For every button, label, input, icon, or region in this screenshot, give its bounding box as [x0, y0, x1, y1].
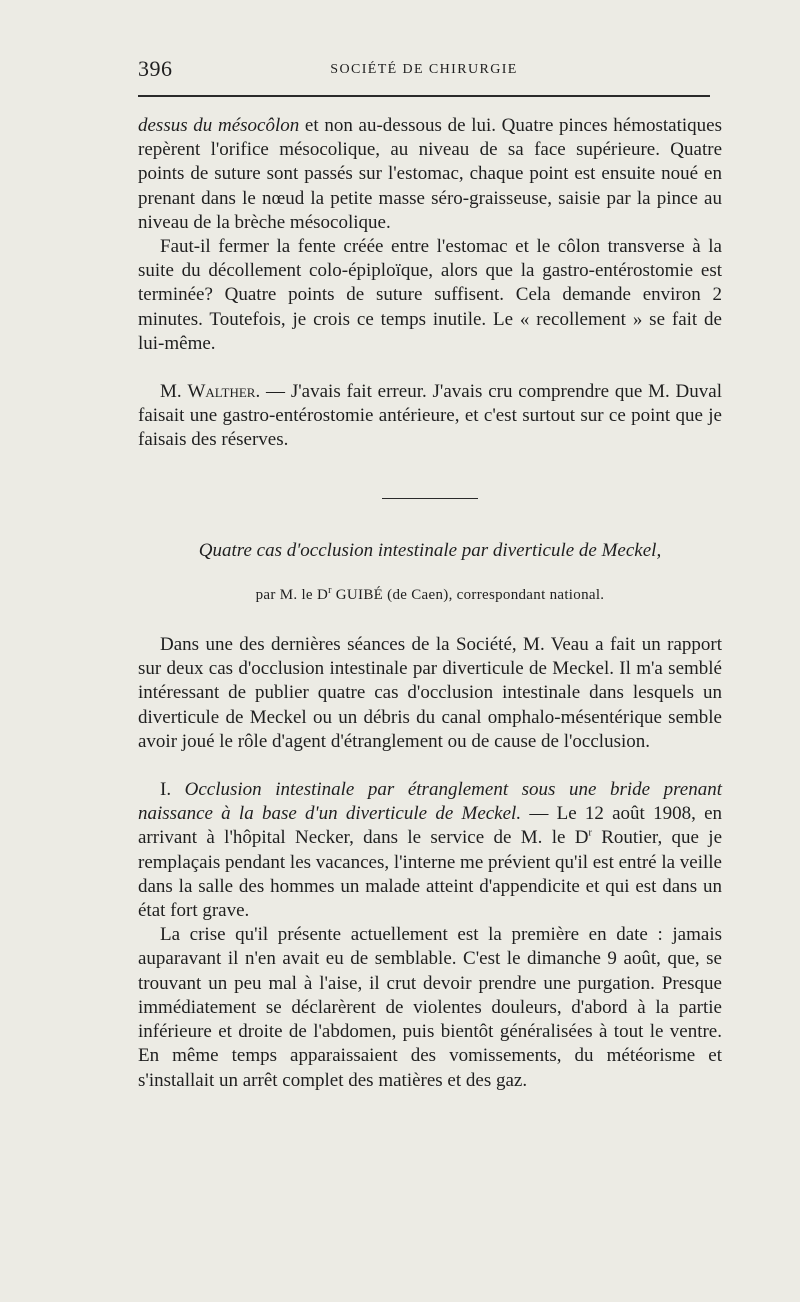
- page-header: [138, 56, 710, 86]
- intro-paragraph: Dans une des dernières séances de la Société, M. Veau a fait un rapport sur deux cas d'occlusion intestinale par diverticule de Meckel. Il m'a semblé intéressant de publier quatre cas d'occlusion intestinale dans lesquels un diverticule de Meckel ou un débris du canal omphalo-mésentérique semble avoir joué le rôle d'agent d'étranglement ou de cause de l'occlusion.: [138, 634, 722, 752]
- case-text: — Le 12 août 1908, en arrivant à l'hôpital Necker, dans le service de M. le D: [138, 803, 722, 849]
- speaker-paragraph: [138, 380, 722, 453]
- section-divider: [382, 498, 478, 499]
- continued-paragraph: [138, 114, 722, 235]
- paragraph: Faut-il fermer la fente créée entre l'estomac et le côlon transverse à la suite du décollement colo-épiploïque, alors que la gastro-entérostomie est terminée? Quatre points de suture suffisent. Cela demande environ 2 minutes. Toutefois, je crois ce temps inutile. Le « recollement » se fait de lui-même.: [138, 236, 722, 354]
- case-sup: r: [588, 828, 592, 840]
- speaker-prefix: M.: [160, 381, 188, 403]
- italic-lead: dessus du mésocôlon: [138, 115, 300, 136]
- case-number: I.: [160, 779, 185, 801]
- case-text-continued: Routier, que je remplaçais pendant les vacances, l'interne me prévient qu'il est entré la veille dans la salle des hommes un malade atteint d'appendicite et qui est dans un état fort grave.: [138, 827, 723, 922]
- speaker-name: Walther: [187, 381, 256, 403]
- header-rule: [138, 95, 710, 97]
- body-text: [138, 114, 722, 1093]
- case-title: Occlusion intestinale par étranglement sous une bride prenant naissance à la base d'un diverticule de Meckel.: [138, 779, 722, 825]
- page-number: 396: [138, 56, 173, 81]
- byline-pre: par M. le D: [255, 586, 329, 603]
- article-title: Quatre cas d'occlusion intestinale par diverticule de Meckel,: [198, 539, 662, 561]
- article-byline: [138, 583, 722, 607]
- byline-sup: r: [328, 584, 332, 596]
- case-1-paragraph-2: La crise qu'il présente actuellement est la première en date : jamais auparavant il n'en avait eu de semblable. C'est le dimanche 9 août, que, se trouvant un peu mal à l'aise, il crut devoir prendre une purgation. Presque immédiatement se déclarèrent de violentes douleurs, d'abord à la partie inférieure et droite de l'abdomen, puis bientôt généralisées à tout le ventre. En même temps apparaissaient des vomissements, du météorisme et s'installait un arrêt complet des matières et des gaz.: [138, 924, 722, 1091]
- paragraph-text: et non au-dessous de lui. Quatre pinces hémostatiques repèrent l'orifice mésocolique, au niveau de sa face supérieure. Quatre points de suture sont passés sur l'estomac, chaque point est ensuite noué en prenant dans le nœud la petite masse séro-graisseuse, saisie par la pince au niveau de la brèche mésocolique.: [138, 115, 722, 233]
- byline-post: GUIBÉ (de Caen), correspondant national.: [331, 586, 605, 603]
- case-1-paragraph: [138, 778, 722, 923]
- running-head: SOCIÉTÉ DE CHIRURGIE: [330, 62, 518, 77]
- paragraph-text: . — J'avais fait erreur. J'avais cru comprendre que M. Duval faisait une gastro-entérostomie antérieure, et c'est surtout sur ce point que je faisais des réserves.: [138, 381, 722, 451]
